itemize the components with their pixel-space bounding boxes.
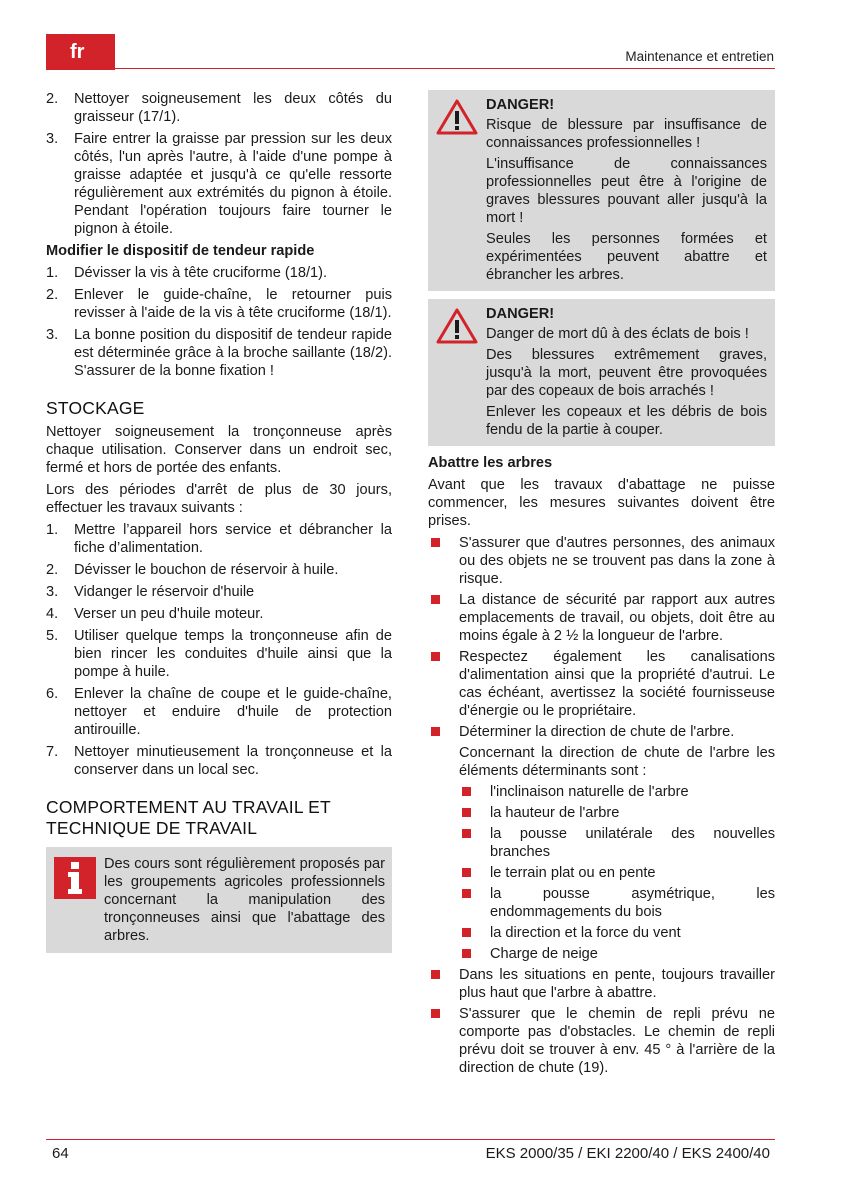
direction-intro: Concernant la direction de chute de l'arbre les éléments déterminants sont :: [459, 745, 775, 779]
list-item: 7. Nettoyer minutieusement la tronçonneuse et la conserver dans un local sec.: [46, 744, 392, 778]
info-icon: [54, 857, 96, 899]
list-item: la direction et la force du vent: [459, 924, 775, 942]
behaviour-heading: COMPORTEMENT AU TRAVAIL ET TECHNIQUE DE TRAVAIL: [46, 797, 331, 838]
list-item: 1. Dévisser la vis à tête cruciforme (18/1).: [46, 265, 328, 281]
info-text: Des cours sont régulièrement proposés par les groupements agricoles professionnels concernant la manipulation des tronçonneuses ainsi que l'abattage des arbres.: [104, 856, 385, 944]
felling-heading: Abattre les arbres: [428, 455, 553, 471]
direction-factors: [459, 783, 775, 963]
danger-text: Enlever les copeaux et les débris de bois fendu de la partie à couper.: [486, 404, 767, 438]
list-item: la pousse asymétrique, les endommagements du bois: [459, 885, 775, 921]
list-item: 2. Nettoyer soigneusement les deux côtés du graisseur (17/1).: [46, 91, 392, 125]
storage-paragraph: Lors des périodes d'arrêt de plus de 30 jours, effectuer les travaux suivants :: [46, 482, 392, 516]
tensioner-heading: Modifier le dispositif de tendeur rapide: [46, 243, 315, 259]
info-box: [46, 847, 392, 953]
danger-box: [428, 90, 775, 291]
list-item: 4. Verser un peu d'huile moteur.: [46, 606, 264, 622]
danger-text: Risque de blessure par insuffisance de connaissances professionnelles !: [486, 117, 767, 151]
danger-title: DANGER!: [486, 306, 555, 322]
felling-list: [428, 534, 775, 1077]
list-item: Dans les situations en pente, toujours travailler plus haut que l'arbre à abattre.: [428, 966, 775, 1002]
header-rule: [46, 68, 775, 69]
section-title: Maintenance et entretien: [625, 49, 774, 64]
felling-intro: Avant que les travaux d'abattage ne puisse commencer, les mesures suivantes doivent être prises.: [428, 477, 775, 529]
list-item: La distance de sécurité par rapport aux autres emplacements de travail, ou objets, doit être au moins égale à 2 ½ la longueur de l'arbre.: [428, 591, 775, 645]
list-item: la hauteur de l'arbre: [459, 804, 775, 822]
list-item: S'assurer que le chemin de repli prévu ne comporte pas d'obstacles. Le chemin de repli prévu doit se trouver à env. 45 ° à l'arrière de la direction de chute (19).: [428, 1005, 775, 1077]
danger-box: [428, 299, 775, 446]
intro-steps: [46, 90, 392, 238]
model-names: EKS 2000/35 / EKI 2200/40 / EKS 2400/40: [485, 1145, 770, 1162]
list-item: 2. Dévisser le bouchon de réservoir à huile.: [46, 562, 339, 578]
list-item: 3. Faire entrer la graisse par pression sur les deux côtés, l'un après l'autre, à l'aide d'une pompe à graisse adaptée et jusqu'à ce qu'elle ressorte régulièrement aux extrémités du pignon à étoile. Pendant l'opération toujours faire tourner le pignon à étoile.: [46, 131, 392, 237]
page-number: 64: [52, 1145, 69, 1162]
right-column: [428, 90, 775, 1080]
danger-text: L'insuffisance de connaissances professionnelles peut être à l'origine de graves blessures pouvant aller jusqu'à la mort !: [486, 156, 767, 226]
list-item: Déterminer la direction de chute de l'arbre. Concernant la direction de chute de l'arbre les éléments déterminants sont : l'inclinaison naturelle de l'arbre la hauteur de l'arbre la pousse unilatérale des nouvelles branches le terrain plat ou en pente la pousse asymétrique, les endommagements du bois la direction et la force du vent Charge de neige: [428, 723, 775, 963]
danger-text: Danger de mort dû à des éclats de bois !: [486, 326, 749, 342]
list-item: l'inclinaison naturelle de l'arbre: [459, 783, 775, 801]
danger-text: Seules les personnes formées et expérimentées peuvent abattre et ébrancher les arbres.: [486, 231, 767, 283]
list-item: 3. La bonne position du dispositif de tendeur rapide est déterminée grâce à la broche saillante (18/2). S'assurer de la bonne fixation !: [46, 327, 392, 379]
warning-icon: [436, 307, 478, 345]
list-item: la pousse unilatérale des nouvelles branches: [459, 825, 775, 861]
storage-paragraph: Nettoyer soigneusement la tronçonneuse après chaque utilisation. Conserver dans un endroit sec, fermé et hors de portée des enfants.: [46, 424, 392, 476]
storage-steps: [46, 521, 392, 779]
danger-title: DANGER!: [486, 97, 555, 113]
language-tab: fr: [46, 34, 115, 70]
list-item: 5. Utiliser quelque temps la tronçonneuse afin de bien rincer les conduites d'huile ainsi que la pompe à huile.: [46, 628, 392, 680]
tensioner-steps: [46, 264, 392, 380]
storage-heading: STOCKAGE: [46, 398, 145, 418]
list-item: 3. Vidanger le réservoir d'huile: [46, 584, 255, 600]
list-item: 1. Mettre l’appareil hors service et débrancher la fiche d’alimentation.: [46, 522, 392, 556]
list-item: 6. Enlever la chaîne de coupe et le guide-chaîne, nettoyer et enduire d'huile de protection antirouille.: [46, 686, 392, 738]
list-item: le terrain plat ou en pente: [459, 864, 775, 882]
danger-text: Des blessures extrêmement graves, jusqu'à la mort, peuvent être provoquées par des copeaux de bois arrachés !: [486, 347, 767, 399]
warning-icon: [436, 98, 478, 136]
list-item: Charge de neige: [459, 945, 775, 963]
list-item: 2. Enlever le guide-chaîne, le retourner puis revisser à l'aide de la vis à tête cruciforme (18/1).: [46, 287, 392, 321]
footer-rule: [46, 1139, 775, 1140]
list-item: S'assurer que d'autres personnes, des animaux ou des objets ne se trouvent pas dans la zone à risque.: [428, 534, 775, 588]
left-column: [46, 90, 392, 953]
list-item: Respectez également les canalisations d'alimentation ainsi que la propriété d'autrui. Le cas échéant, avertissez la société fournisseuse d'énergie ou le propriétaire.: [428, 648, 775, 720]
